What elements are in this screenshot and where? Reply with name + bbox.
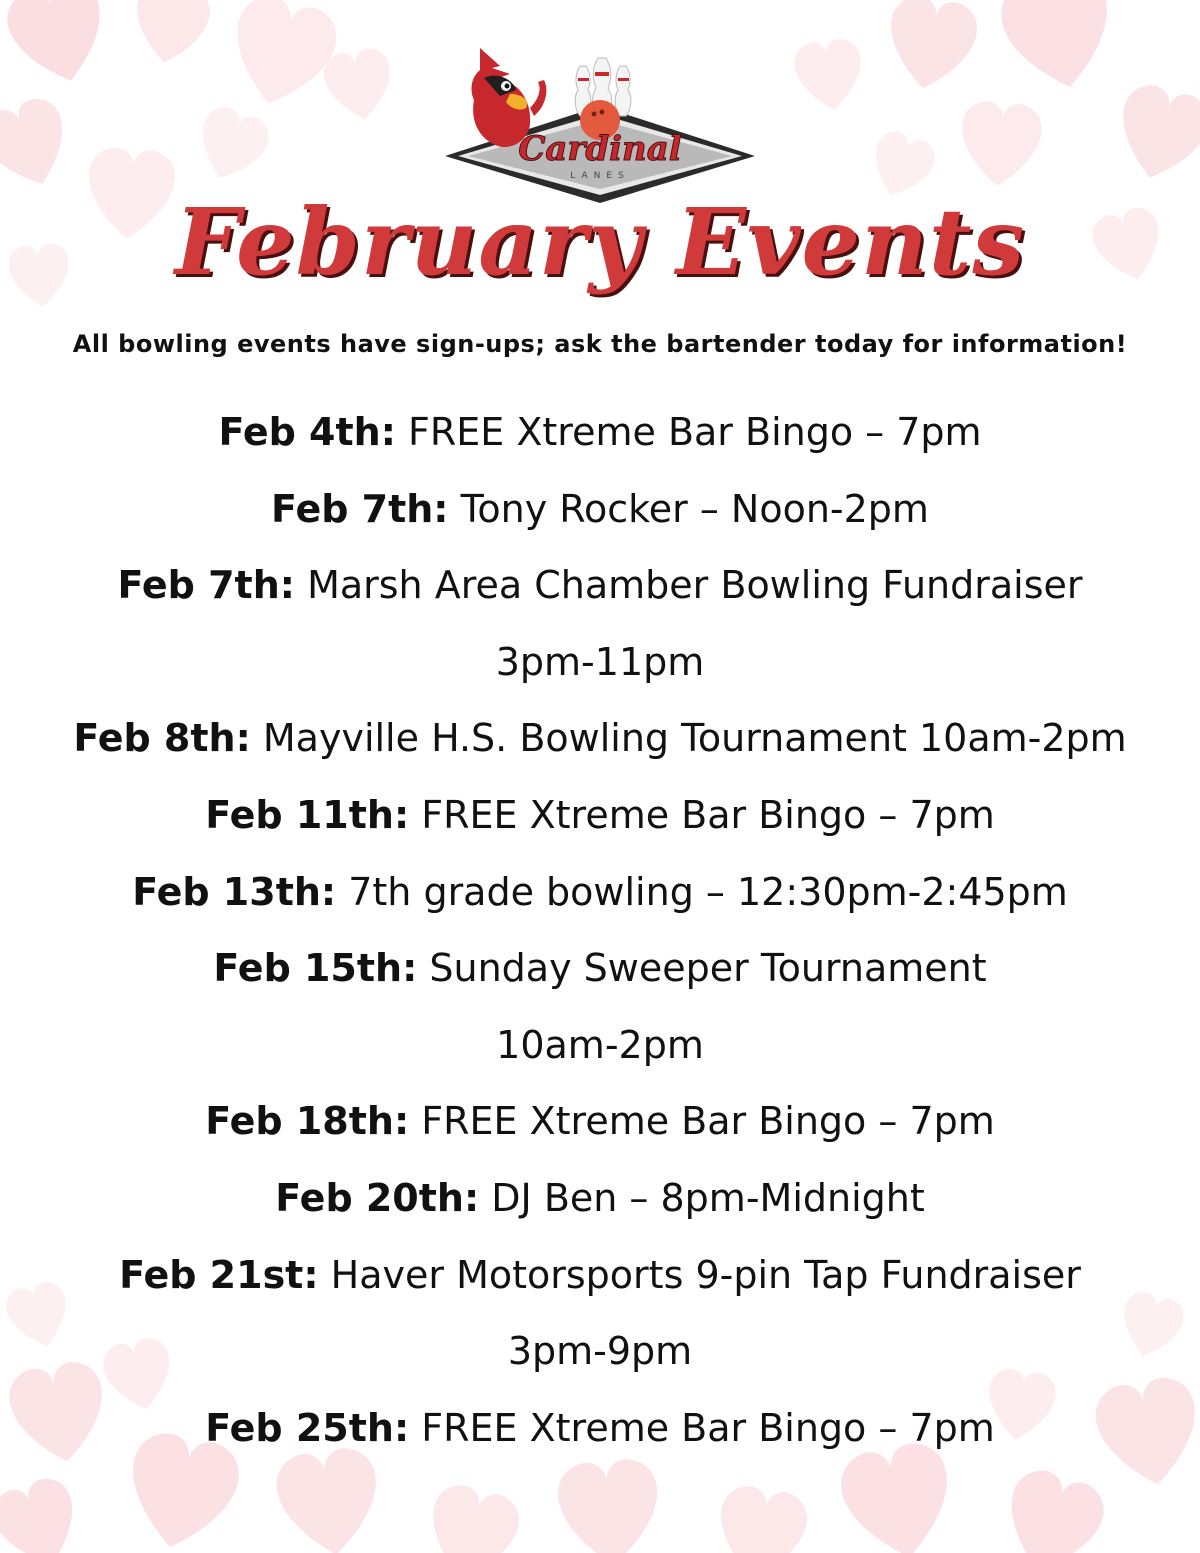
page-title: February Events [174,188,1026,296]
event-detail: FREE Xtreme Bar Bingo – 7pm [421,1405,995,1450]
brand-sub: LANES [570,171,630,181]
event-date: Feb 25th: [205,1405,410,1450]
event-detail: DJ Ben – 8pm-Midnight [491,1175,925,1220]
event-item [0,1237,1200,1314]
event-time: 3pm-9pm [507,1329,693,1374]
event-item [0,777,1200,854]
event-date: Feb 4th: [218,410,396,454]
event-date: Feb 11th: [205,792,410,837]
cardinal-lanes-logo [440,38,760,208]
event-date: Feb 15th: [213,946,418,991]
event-item [0,1160,1200,1237]
event-item [0,854,1200,931]
page-subtitle: All bowling events have sign-ups; ask the bartender today for information! [72,330,1128,358]
event-item [0,930,1200,1007]
event-item [0,700,1200,777]
event-date: Feb 7th: [117,563,295,608]
event-item [0,394,1200,471]
event-date: Feb 18th: [205,1099,410,1144]
event-date: Feb 20th: [275,1175,480,1220]
event-detail: Sunday Sweeper Tournament [429,946,987,991]
event-item [0,1390,1200,1467]
event-item [0,1083,1200,1160]
event-detail: Tony Rocker – Noon-2pm [460,486,929,531]
event-item [0,471,1200,548]
event-date: Feb 7th: [271,486,449,531]
event-date: Feb 8th: [73,716,251,761]
event-date: Feb 21st: [119,1252,319,1297]
event-detail: FREE Xtreme Bar Bingo – 7pm [421,792,995,837]
event-detail: 7th grade bowling – 12:30pm-2:45pm [348,869,1068,914]
event-detail: FREE Xtreme Bar Bingo – 7pm [408,410,982,454]
event-date: Feb 13th: [132,869,337,914]
event-time: 3pm-11pm [495,639,705,684]
event-list [0,394,1200,1466]
event-item [0,547,1200,624]
event-detail: FREE Xtreme Bar Bingo – 7pm [421,1099,995,1144]
event-detail: Marsh Area Chamber Bowling Fundraiser [307,563,1083,608]
event-detail: Mayville H.S. Bowling Tournament 10am-2pm [262,716,1127,761]
event-time: 10am-2pm [496,1022,704,1067]
brand-name: Cardinal [518,129,682,169]
event-detail: Haver Motorsports 9-pin Tap Fundraiser [330,1252,1081,1297]
